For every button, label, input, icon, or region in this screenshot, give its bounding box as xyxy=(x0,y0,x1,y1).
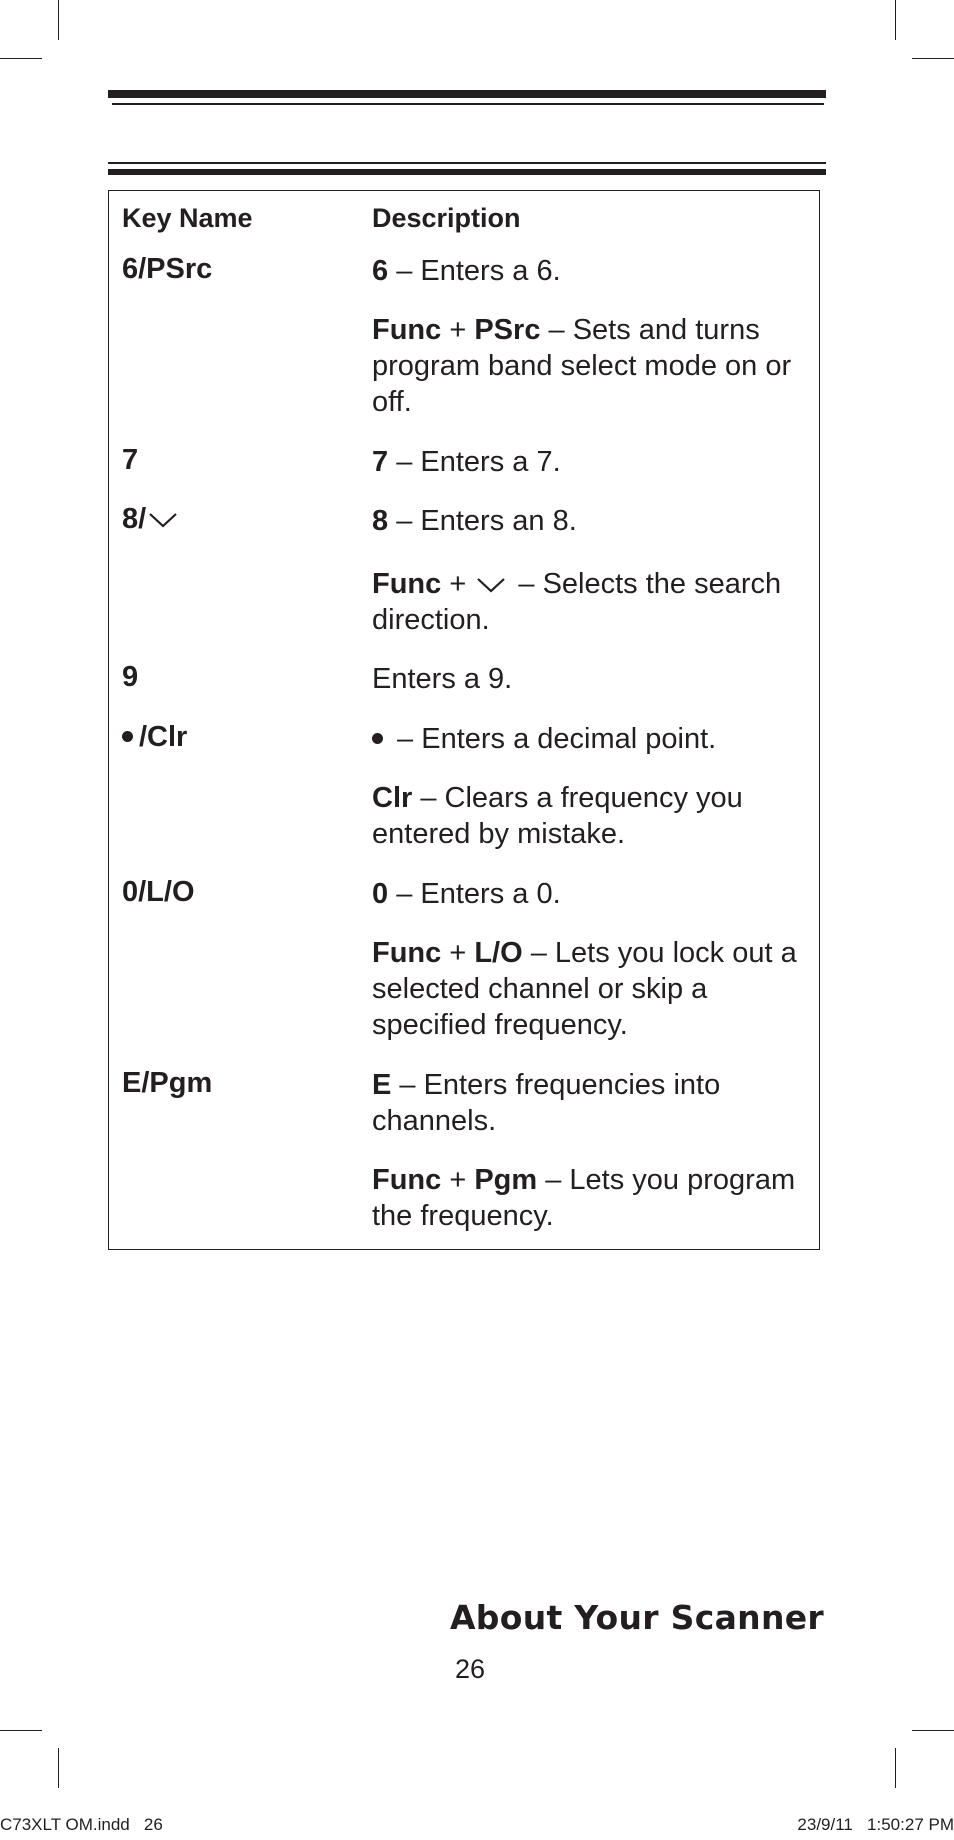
key-description: Func + PSrc – Sets and turns program band select mode on or off. xyxy=(372,314,792,418)
key-description: 7 – Enters a 7. xyxy=(372,446,561,478)
chevron-down-icon xyxy=(148,511,178,529)
key-description: 6 – Enters a 6. xyxy=(372,255,561,287)
bullet-dot-icon xyxy=(372,733,383,744)
crop-mark-bottom-right-horizontal xyxy=(912,1730,954,1731)
crop-mark-bottom-right-vertical xyxy=(895,1748,896,1788)
chevron-down-icon xyxy=(476,576,506,594)
key-description: E – Enters frequencies into channels. xyxy=(372,1069,721,1137)
key-name: 0/L/O xyxy=(122,876,195,908)
key-description: Func + – Selects the search direction. xyxy=(372,568,782,636)
key-name: 7 xyxy=(122,444,139,476)
crop-mark-top-right-vertical xyxy=(895,0,896,40)
crop-mark-top-left-vertical xyxy=(58,0,59,40)
crop-mark-top-left-horizontal xyxy=(0,58,42,59)
column-header-description: Description xyxy=(372,203,521,233)
column-header-key-name: Key Name xyxy=(122,203,253,233)
key-description: – Enters a decimal point. xyxy=(372,721,812,757)
key-name: 6/PSrc xyxy=(122,253,213,285)
crop-mark-top-right-horizontal xyxy=(912,58,954,59)
key-description: Enters a 9. xyxy=(372,663,513,695)
table-top-rule-thick xyxy=(108,169,826,175)
key-description: 0 – Enters a 0. xyxy=(372,878,561,910)
key-description: 8 – Enters an 8. xyxy=(372,505,577,537)
key-name: E/Pgm xyxy=(122,1067,213,1099)
table-top-rule-thin xyxy=(108,162,826,164)
key-name: 9 xyxy=(122,661,139,693)
section-title-footer: About Your Scanner xyxy=(449,1598,824,1637)
key-description: Func + L/O – Lets you lock out a selected channel or skip a specified frequency. xyxy=(372,937,797,1041)
key-description-table xyxy=(108,190,820,1250)
key-name: 8/ xyxy=(122,503,182,536)
crop-mark-bottom-left-vertical xyxy=(58,1748,59,1788)
crop-mark-bottom-left-horizontal xyxy=(0,1730,42,1731)
key-description: Clr – Clears a frequency you entered by mistake. xyxy=(372,782,743,850)
header-rule-thin xyxy=(112,103,824,105)
key-description: Func + Pgm – Lets you program the frequency. xyxy=(372,1164,796,1232)
slug-file-name: C73XLT OM.indd 26 xyxy=(0,1815,163,1834)
slug-timestamp: 23/9/11 1:50:27 PM xyxy=(797,1815,954,1834)
bullet-dot-icon xyxy=(122,731,133,742)
page-number: 26 xyxy=(454,1654,486,1684)
key-name: /Clr xyxy=(122,721,187,754)
header-rule-thick xyxy=(108,90,826,98)
